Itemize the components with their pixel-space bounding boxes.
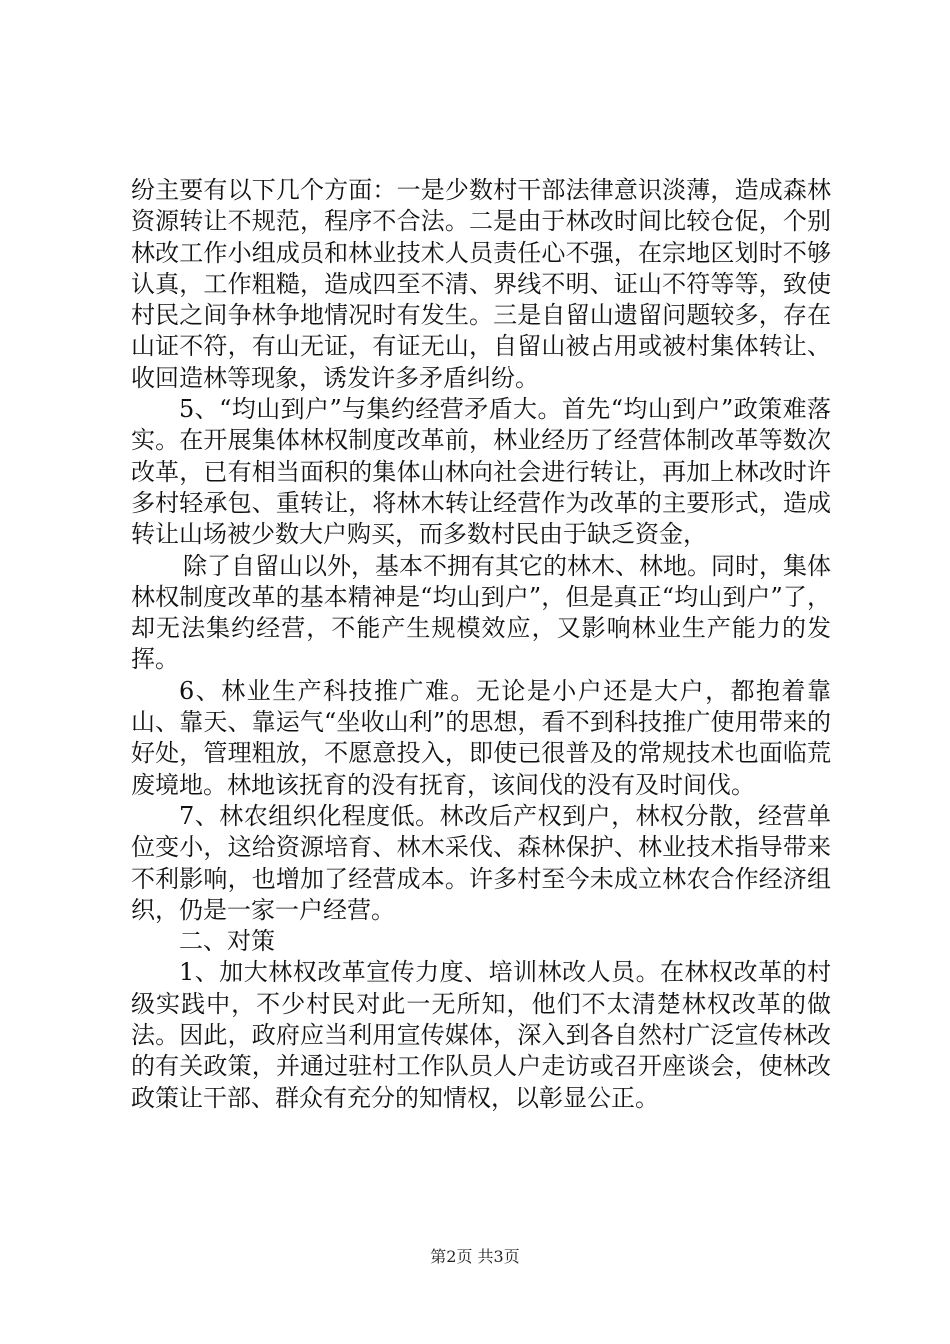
- section-heading-countermeasures: 二、对策: [179, 927, 275, 956]
- paragraph-item-5-continued: 除了自留山以外，基本不拥有其它的林木、林地。同时，集体林权制度改革的基本精神是“均山到户”，但是真正“均山到户”了，却无法集约经营，不能产生规模效应，又影响林业生产能力的发挥。: [131, 551, 831, 674]
- paragraph-item-7: 7、林农组织化程度低。林改后产权到户，林权分散，经营单位变小，这给资源培育、林木采伐、森林保护、林业技术指导带来不利影响，也增加了经营成本。许多村至今未成立林农合作经济组织，仍是一家一户经营。: [131, 801, 831, 924]
- paragraph-item-6: 6、林业生产科技推广难。无论是小户还是大户，都抱着靠山、靠天、靠运气“坐收山利”的思想，看不到科技推广使用带来的好处，管理粗放，不愿意投入，即使已很普及的常规技术也面临荒废境地。林地该抚育的没有抚育，该间伐的没有及时间伐。: [131, 676, 831, 799]
- paragraph-disputes: 纷主要有以下几个方面：一是少数村干部法律意识淡薄，造成森林资源转让不规范，程序不合法。二是由于林改时间比较仓促，个别林改工作小组成员和林业技术人员责任心不强，在宗地区划时不够认真，工作粗糙，造成四至不清、界线不明、证山不符等等，致使村民之间争林争地情况时有发生。三是自留山遗留问题较多，存在山证不符，有山无证，有证无山，自留山被占用或被村集体转让、收回造林等现象，诱发许多矛盾纠纷。: [131, 176, 831, 392]
- page-number-footer: 第2页 共3页: [430, 1247, 520, 1266]
- paragraph-item-5: 5、“均山到户”与集约经营矛盾大。首先“均山到户”政策难落实。在开展集体林权制度改革前，林业经历了经营体制改革等数次改革，已有相当面积的集体山林向社会进行转让，再加上林改时许多村轻承包、重转让，将林木转让经营作为改革的主要形式，造成转让山场被少数大户购买，而多数村民由于缺乏资金，: [131, 395, 831, 549]
- paragraph-countermeasure-1: 1、加大林权改革宣传力度、培训林改人员。在林权改革的村级实践中，不少村民对此一无所知，他们不太清楚林权改革的做法。因此，政府应当利用宣传媒体，深入到各自然村广泛宣传林改的有关政策，并通过驻村工作队员人户走访或召开座谈会，使林改政策让干部、群众有充分的知情权，以彰显公正。: [131, 958, 831, 1112]
- document-body: [131, 175, 831, 1114]
